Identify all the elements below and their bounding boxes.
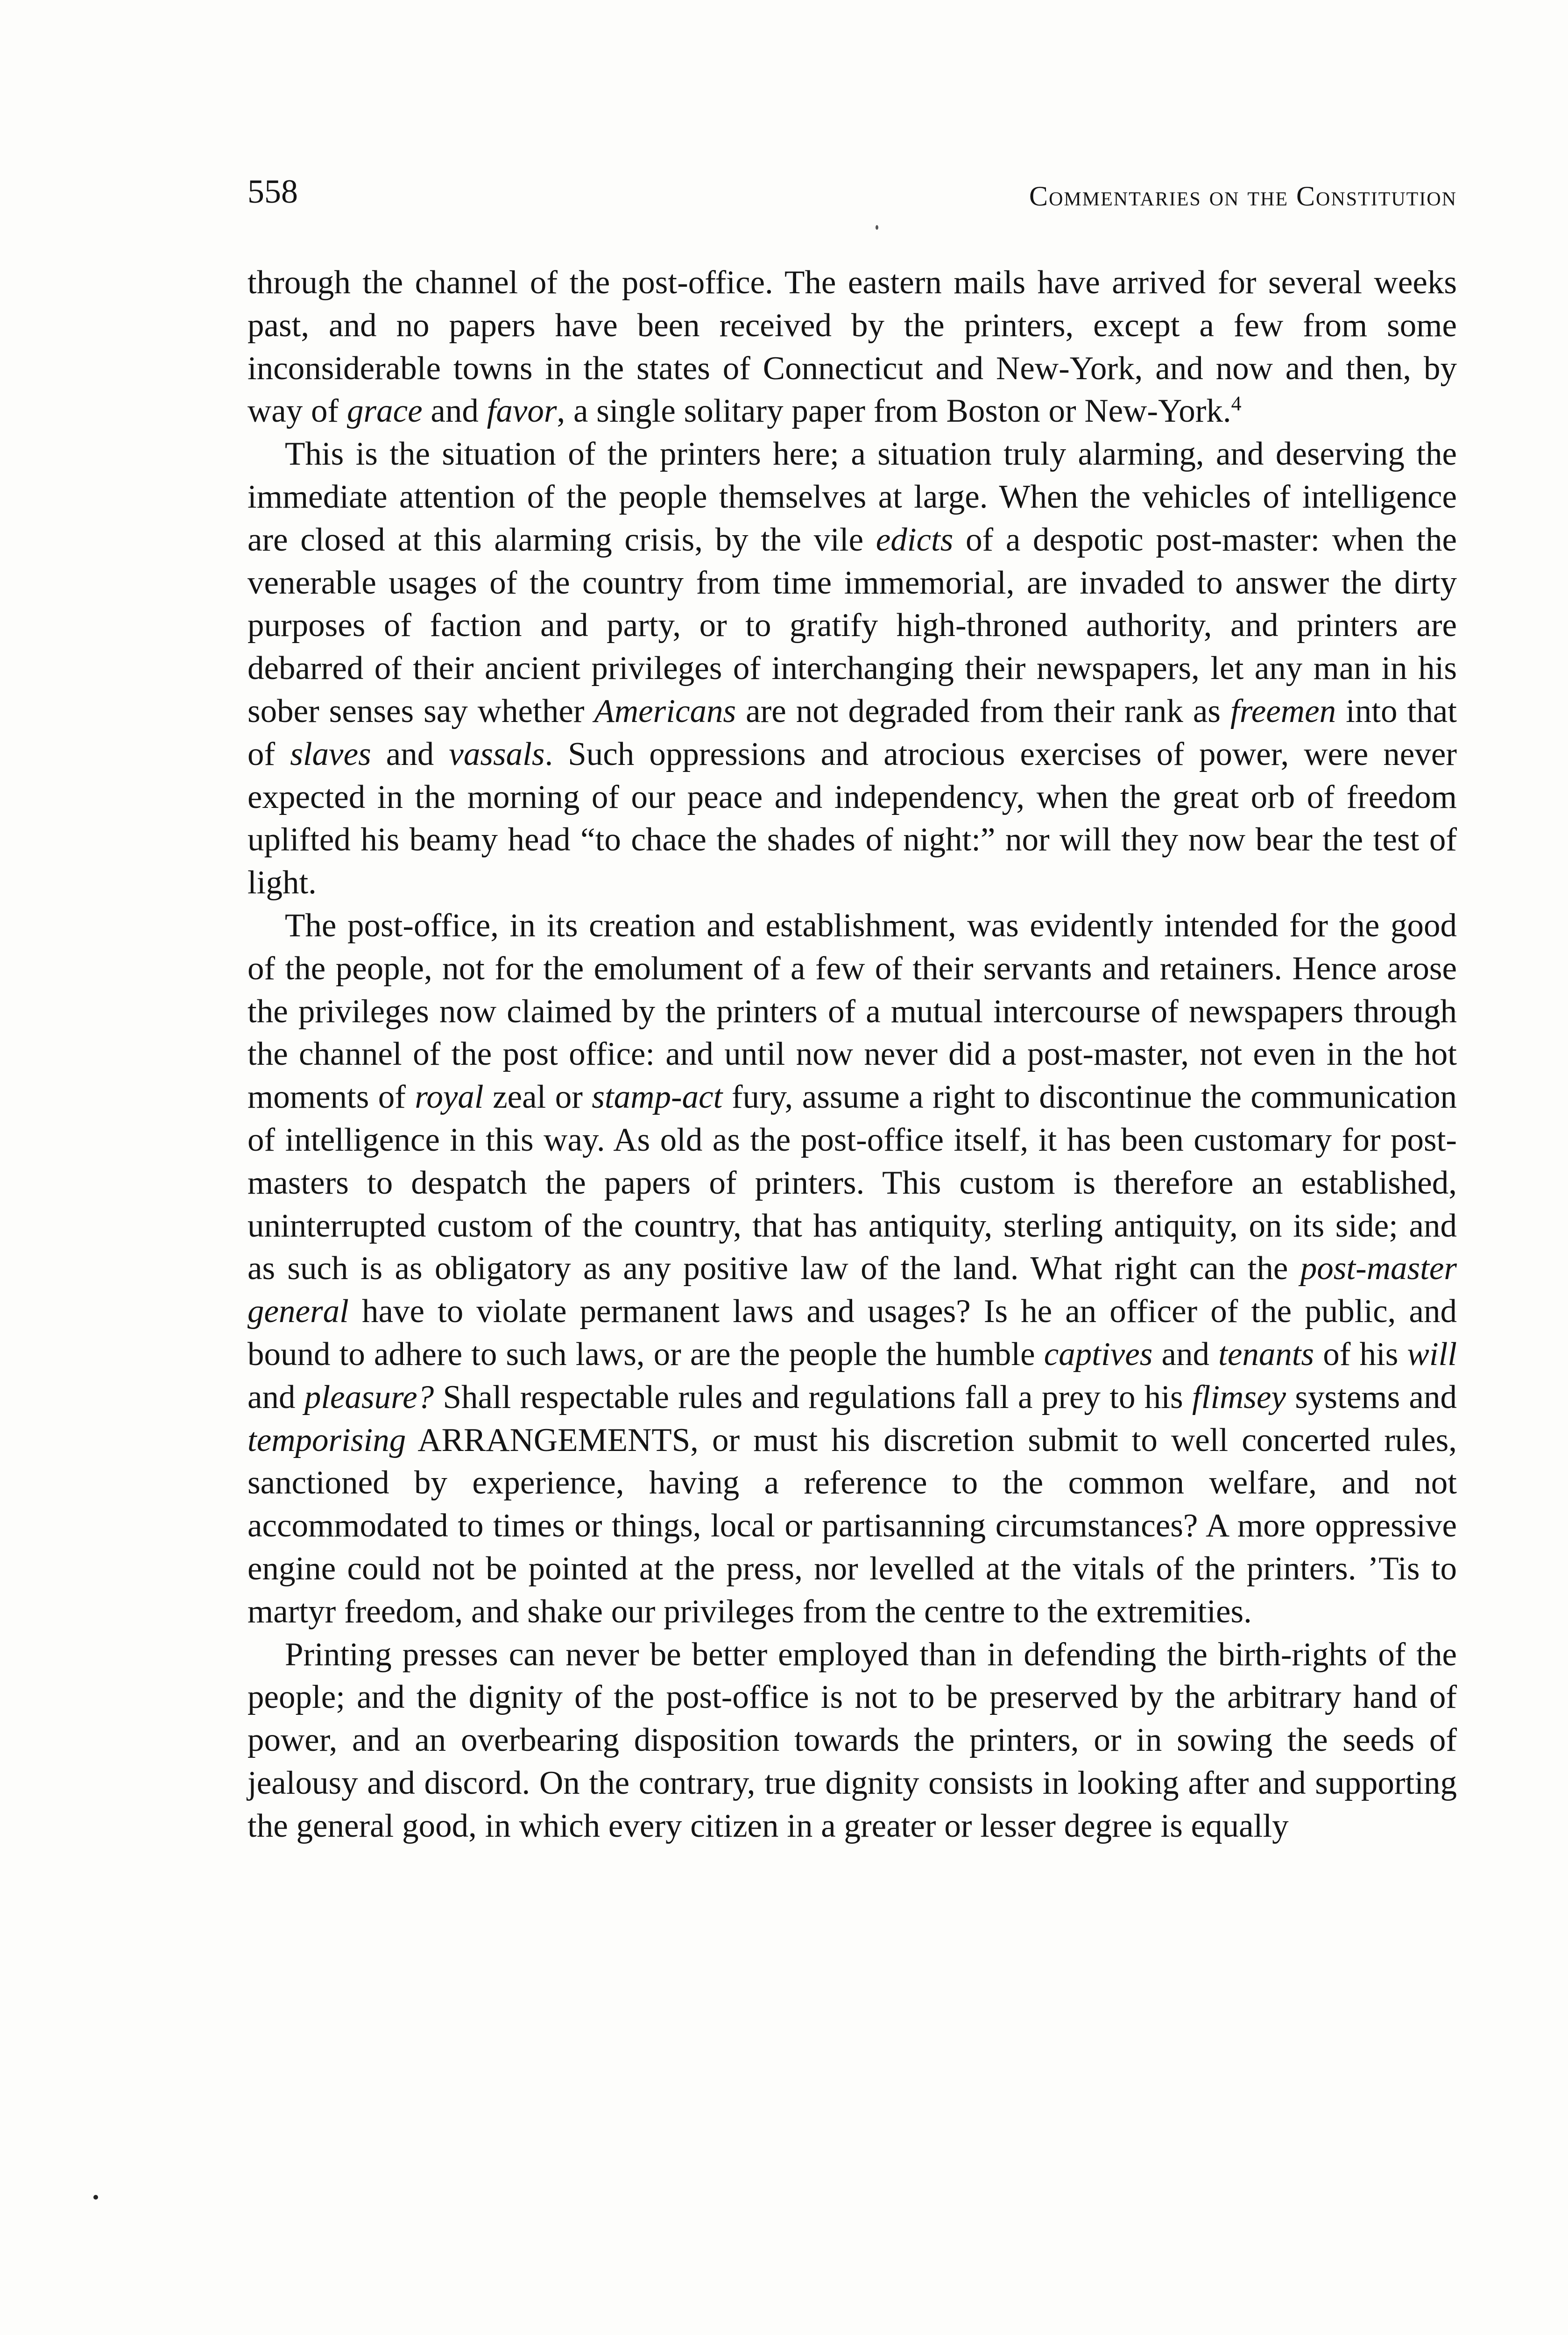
running-head: Commentaries on the Constitution bbox=[1029, 181, 1457, 212]
text-run: of his bbox=[1314, 1336, 1407, 1373]
text-run: through the channel of the post-office. The eastern mails have arrived for several weeks past, and no papers have been received by the printers, except a few from some inconsiderable towns in the states of Connecticut and New-York, and now and then, by way of bbox=[247, 264, 1457, 430]
text-run: ARRANGEMENTS, or must his discretion submit to well concerted rules, sanctioned by experience, having a reference to the common welfare, and not accommodated to times or things, local or partisanning circumstances? A more oppressive engine could not be pointed at the press, nor levelled at the vitals of the printers. ’Tis to martyr freedom, and shake our privileges from the centre to the extremities. bbox=[247, 1422, 1457, 1630]
page-header bbox=[247, 170, 1457, 222]
italic-run: favor bbox=[487, 393, 557, 430]
italic-run: post-master general bbox=[247, 1250, 1457, 1330]
text-run: Printing presses can never be better employed than in defending the birth-rights of the people; and the dignity of the post-office is not to be preserved by the arbitrary hand of power, and an overbearing disposition towards the printers, or in sowing the seeds of jealousy and discord. On the contrary, true dignity consists in looking after and supporting the general good, in which every citizen in a greater or lesser degree is equally bbox=[247, 1636, 1457, 1844]
text-run: and bbox=[422, 393, 487, 430]
italic-run: slaves bbox=[290, 736, 371, 772]
text-run: The post-office, in its creation and establishment, was evidently intended for the good of the people, not for the emolument of a few of their servants and retainers. Hence arose the privileges now claimed by the printers of a mutual intercourse of newspapers through the channel of the post office: and until now never did a post-master, not even in the hot moments of bbox=[247, 907, 1457, 1116]
footnote-ref: 4 bbox=[1231, 392, 1242, 415]
paragraph bbox=[247, 262, 1457, 433]
text-run: fury, assume a right to discontinue the communication of intelligence in this way. As old as the post-office itself, it has been customary for post-masters to despatch the papers of printers. This custom is therefore an established, uninterrupted custom of the country, that has antiquity, sterling antiquity, on its side; and as such is as obligatory as any positive law of the land. What right can the bbox=[247, 1079, 1457, 1287]
italic-run: temporising bbox=[247, 1422, 406, 1458]
text-run: of a despotic post-master: when the venerable usages of the country from time immemorial, are invaded to answer the dirty purposes of faction and party, or to gratify high-throned authority, and printers are debarred of their ancient privileges of interchanging their newspapers, let any man in his sober senses say whether bbox=[247, 521, 1457, 729]
italic-run: pleasure? bbox=[304, 1379, 434, 1415]
body-text bbox=[247, 262, 1457, 1847]
italic-run: vassals bbox=[449, 736, 545, 772]
text-run: . Such oppressions and atrocious exercises of power, were never expected in the morning of our peace and independency, when the great orb of freedom uplifted his beamy head “to chace the shades of night:” nor will they now bear the test of light. bbox=[247, 736, 1457, 901]
paragraph bbox=[247, 433, 1457, 905]
italic-run: will bbox=[1407, 1336, 1457, 1373]
paragraph bbox=[247, 905, 1457, 1634]
text-run: have to violate permanent laws and usages? Is he an officer of the public, and bound to adhere to such laws, or are the people the humble bbox=[247, 1293, 1457, 1373]
italic-run: royal bbox=[415, 1079, 484, 1116]
page-number: 558 bbox=[247, 173, 298, 210]
print-speck bbox=[876, 225, 878, 230]
text-run: and bbox=[247, 1379, 304, 1415]
paragraph bbox=[247, 1634, 1457, 1848]
italic-run: grace bbox=[346, 393, 423, 430]
margin-dot bbox=[93, 2195, 98, 2200]
italic-run: tenants bbox=[1218, 1336, 1314, 1373]
italic-run: stamp-act bbox=[592, 1079, 723, 1116]
italic-run: captives bbox=[1044, 1336, 1153, 1373]
text-run: and bbox=[371, 736, 449, 772]
italic-run: flimsey bbox=[1192, 1379, 1286, 1415]
text-run: are not degraded from their rank as bbox=[736, 693, 1231, 729]
text-run: and bbox=[1152, 1336, 1219, 1373]
italic-run: freemen bbox=[1230, 693, 1336, 729]
text-run: , a single solitary paper from Boston or New-York. bbox=[557, 393, 1231, 430]
italic-run: Americans bbox=[594, 693, 736, 729]
text-run: This is the situation of the printers here; a situation truly alarming, and deserving the immediate attention of the people themselves at large. When the vehicles of intelligence are closed at this alarming crisis, by the vile bbox=[247, 436, 1457, 558]
italic-run: edicts bbox=[876, 521, 954, 558]
text-run: systems and bbox=[1286, 1379, 1457, 1415]
text-run: Shall respectable rules and regulations fall a prey to his bbox=[434, 1379, 1192, 1415]
text-run: into that of bbox=[247, 693, 1457, 772]
text-run: zeal or bbox=[483, 1079, 592, 1116]
